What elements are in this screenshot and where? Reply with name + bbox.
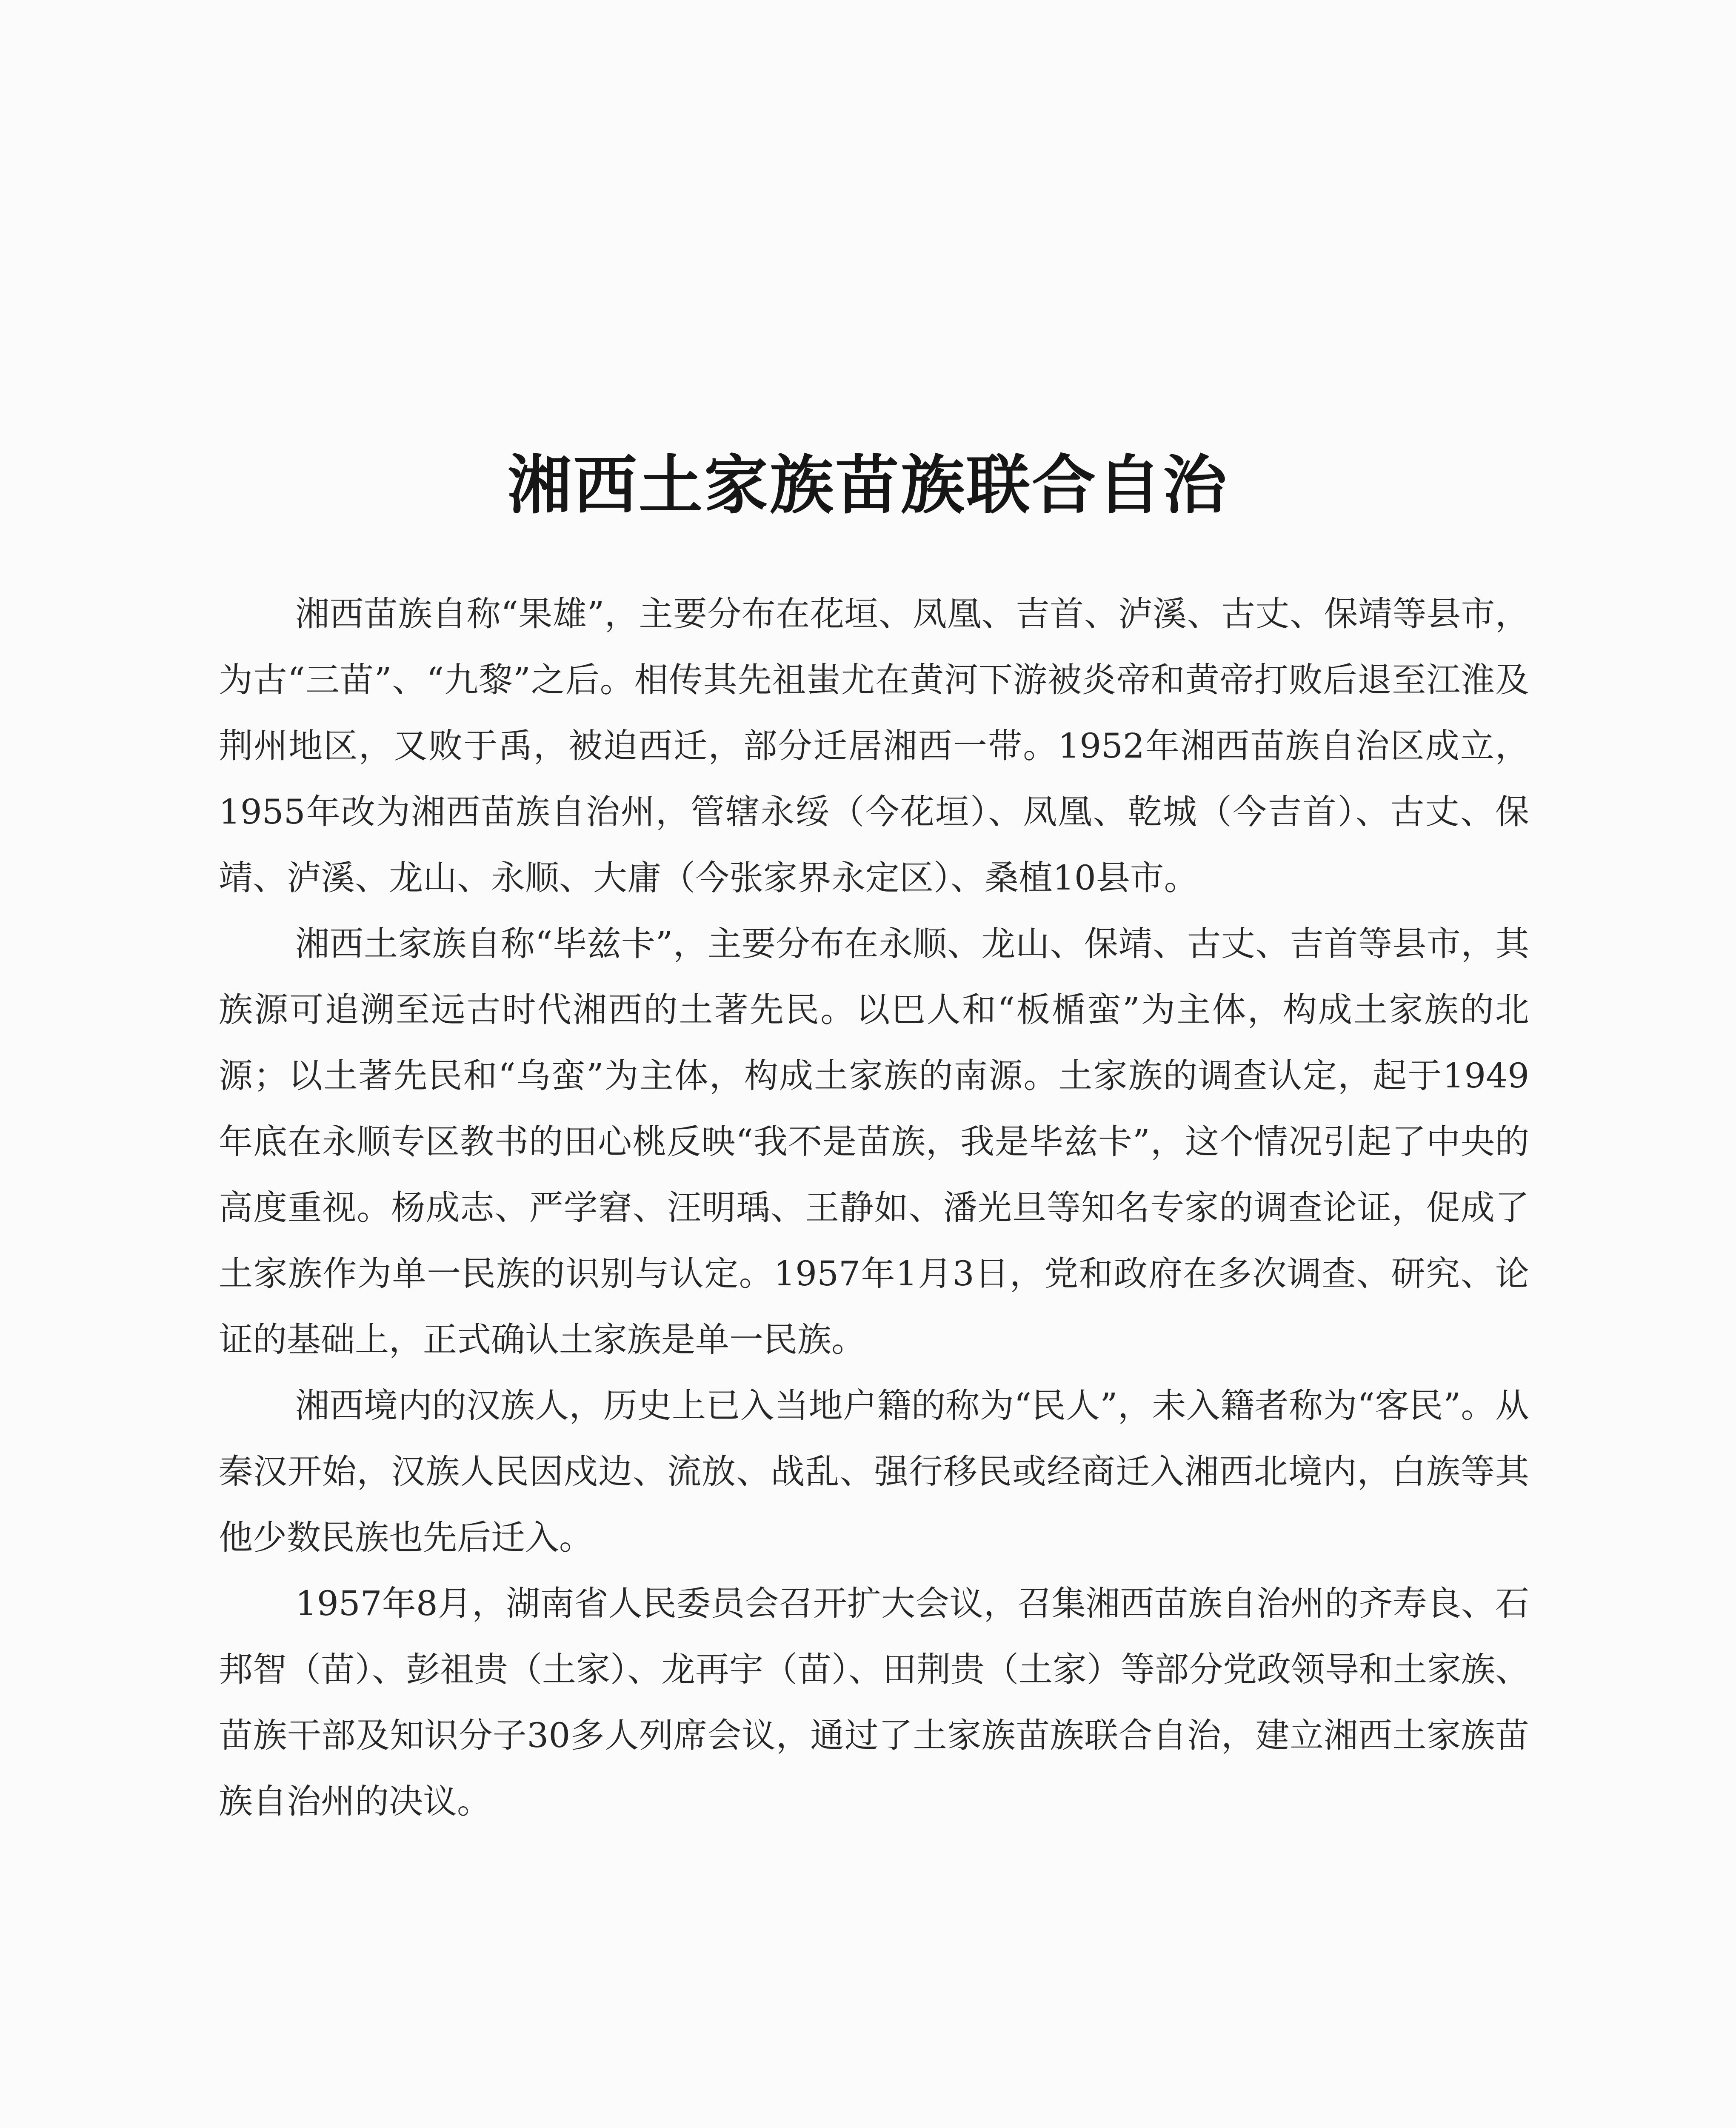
paragraph-miao: 湘西苗族自称“果雄”，主要分布在花垣、凤凰、吉首、泸溪、古丈、保靖等县市，为古“三苗”、“九黎”之后。相传其先祖蚩尤在黄河下游被炎帝和黄帝打败后退至江淮及荆州地区，又败于禹，被迫西迁，部分迁居湘西一带。1952年湘西苗族自治区成立，1955年改为湘西苗族自治州，管辖永绥（今花垣）、凤凰、乾城（今吉首）、古丈、保靖、泸溪、龙山、永顺、大庸（今张家界永定区）、桑植10县市。 xyxy=(219,594,1529,898)
body-text xyxy=(219,581,1529,1834)
paragraph-autonomy: 1957年8月，湖南省人民委员会召开扩大会议，召集湘西苗族自治州的齐寿良、石邦智（苗）、彭祖贵（土家）、龙再宇（苗）、田荆贵（土家）等部分党政领导和土家族、苗族干部及知识分子30多人列席会议，通过了土家族苗族联合自治，建立湘西土家族苗族自治州的决议。 xyxy=(219,1584,1529,1821)
page-title: 湘西土家族苗族联合自治 xyxy=(507,448,1228,523)
paragraph-han: 湘西境内的汉族人，历史上已入当地户籍的称为“民人”，未入籍者称为“客民”。从秦汉开始，汉族人民因戍边、流放、战乱、强行移民或经商迁入湘西北境内，白族等其他少数民族也先后迁入。 xyxy=(219,1386,1529,1557)
paragraph-tujia: 湘西土家族自称“毕兹卡”，主要分布在永顺、龙山、保靖、古丈、吉首等县市，其族源可追溯至远古时代湘西的土著先民。以巴人和“板楯蛮”为主体，构成土家族的北源；以土著先民和“乌蛮”为主体，构成土家族的南源。土家族的调查认定，起于1949年底在永顺专区教书的田心桃反映“我不是苗族，我是毕兹卡”，这个情况引起了中央的高度重视。杨成志、严学窘、汪明瑀、王静如、潘光旦等知名专家的调查论证，促成了土家族作为单一民族的识别与认定。1957年1月3日，党和政府在多次调查、研究、论证的基础上，正式确认土家族是单一民族。 xyxy=(219,924,1529,1359)
